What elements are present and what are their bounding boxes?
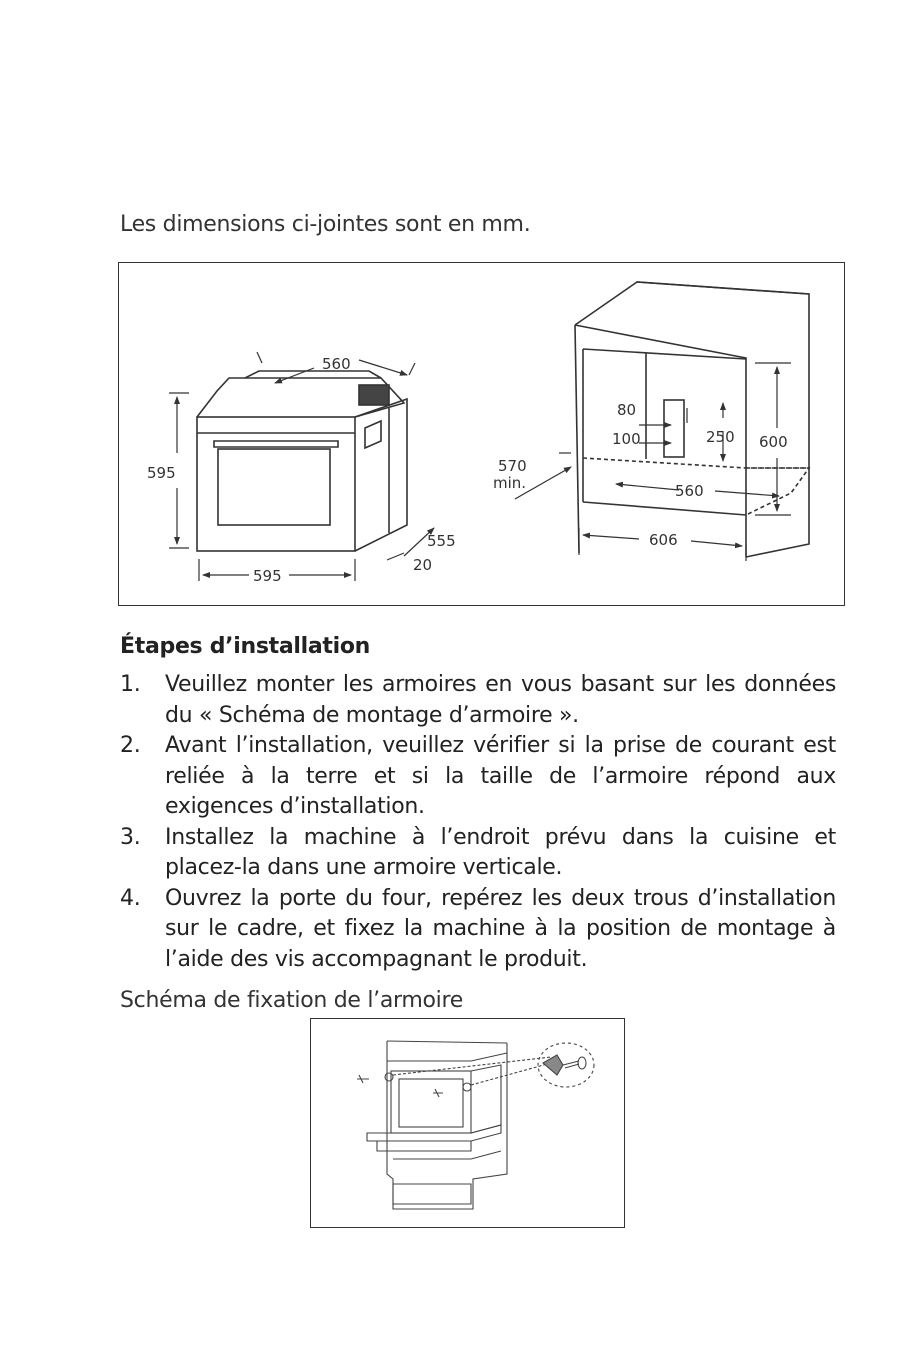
step-item — [120, 823, 836, 884]
oven-depth-label: 555 — [427, 532, 456, 550]
cabinet-inner-width-label: 560 — [675, 482, 704, 500]
oven-drawing — [197, 371, 407, 551]
cabinet-drawing — [575, 282, 809, 557]
installation-title: Étapes d’installation — [120, 634, 371, 659]
oven-door-label: 20 — [413, 556, 433, 574]
step-item — [120, 670, 836, 731]
cabinet-depth-label: 570 — [498, 457, 527, 475]
step-text: Avant l’installation, veuillez vérifier si la prise de courant est reliée à la terre et si la taille de l’armoire répond aux exigences d’installation. — [165, 733, 836, 819]
oven-width-label: 560 — [322, 355, 351, 373]
oven-height-label: 595 — [147, 464, 176, 482]
step-item — [120, 884, 836, 976]
step-number: 4. — [120, 885, 141, 911]
cabinet-depth-min-label: min. — [493, 474, 527, 492]
step-item — [120, 731, 836, 823]
dimensions-diagram — [118, 262, 845, 606]
cabinet-height-label: 600 — [759, 433, 788, 451]
vent-position-label: 250 — [706, 428, 735, 446]
step-text: Ouvrez la porte du four, repérez les deux trous d’installation sur le cadre, et fixez la machine à la position de montage à l’aide des vis accompagnant le produit. — [165, 885, 836, 972]
fixation-drawing — [311, 1019, 626, 1229]
step-number: 2. — [120, 733, 141, 758]
dimensions-drawing — [119, 263, 846, 607]
vent-height-label: 100 — [612, 430, 641, 448]
fixation-caption: Schéma de fixation de l’armoire — [120, 988, 463, 1013]
intro-text: Les dimensions ci-jointes sont en mm. — [120, 212, 531, 237]
step-number: 3. — [120, 824, 141, 850]
oven-front-label: 595 — [253, 567, 282, 585]
step-text: Veuillez monter les armoires en vous basant sur les données du « Schéma de montage d’armoire ». — [165, 672, 836, 728]
vent-width-label: 80 — [617, 401, 637, 419]
installation-steps — [120, 670, 836, 975]
step-number: 1. — [120, 672, 141, 697]
step-text: Installez la machine à l’endroit prévu dans la cuisine et placez-la dans une armoire verticale. — [165, 824, 836, 880]
cabinet-outer-width-label: 606 — [649, 531, 678, 549]
oven-dimension-lines — [169, 352, 434, 581]
fixation-diagram — [310, 1018, 625, 1228]
